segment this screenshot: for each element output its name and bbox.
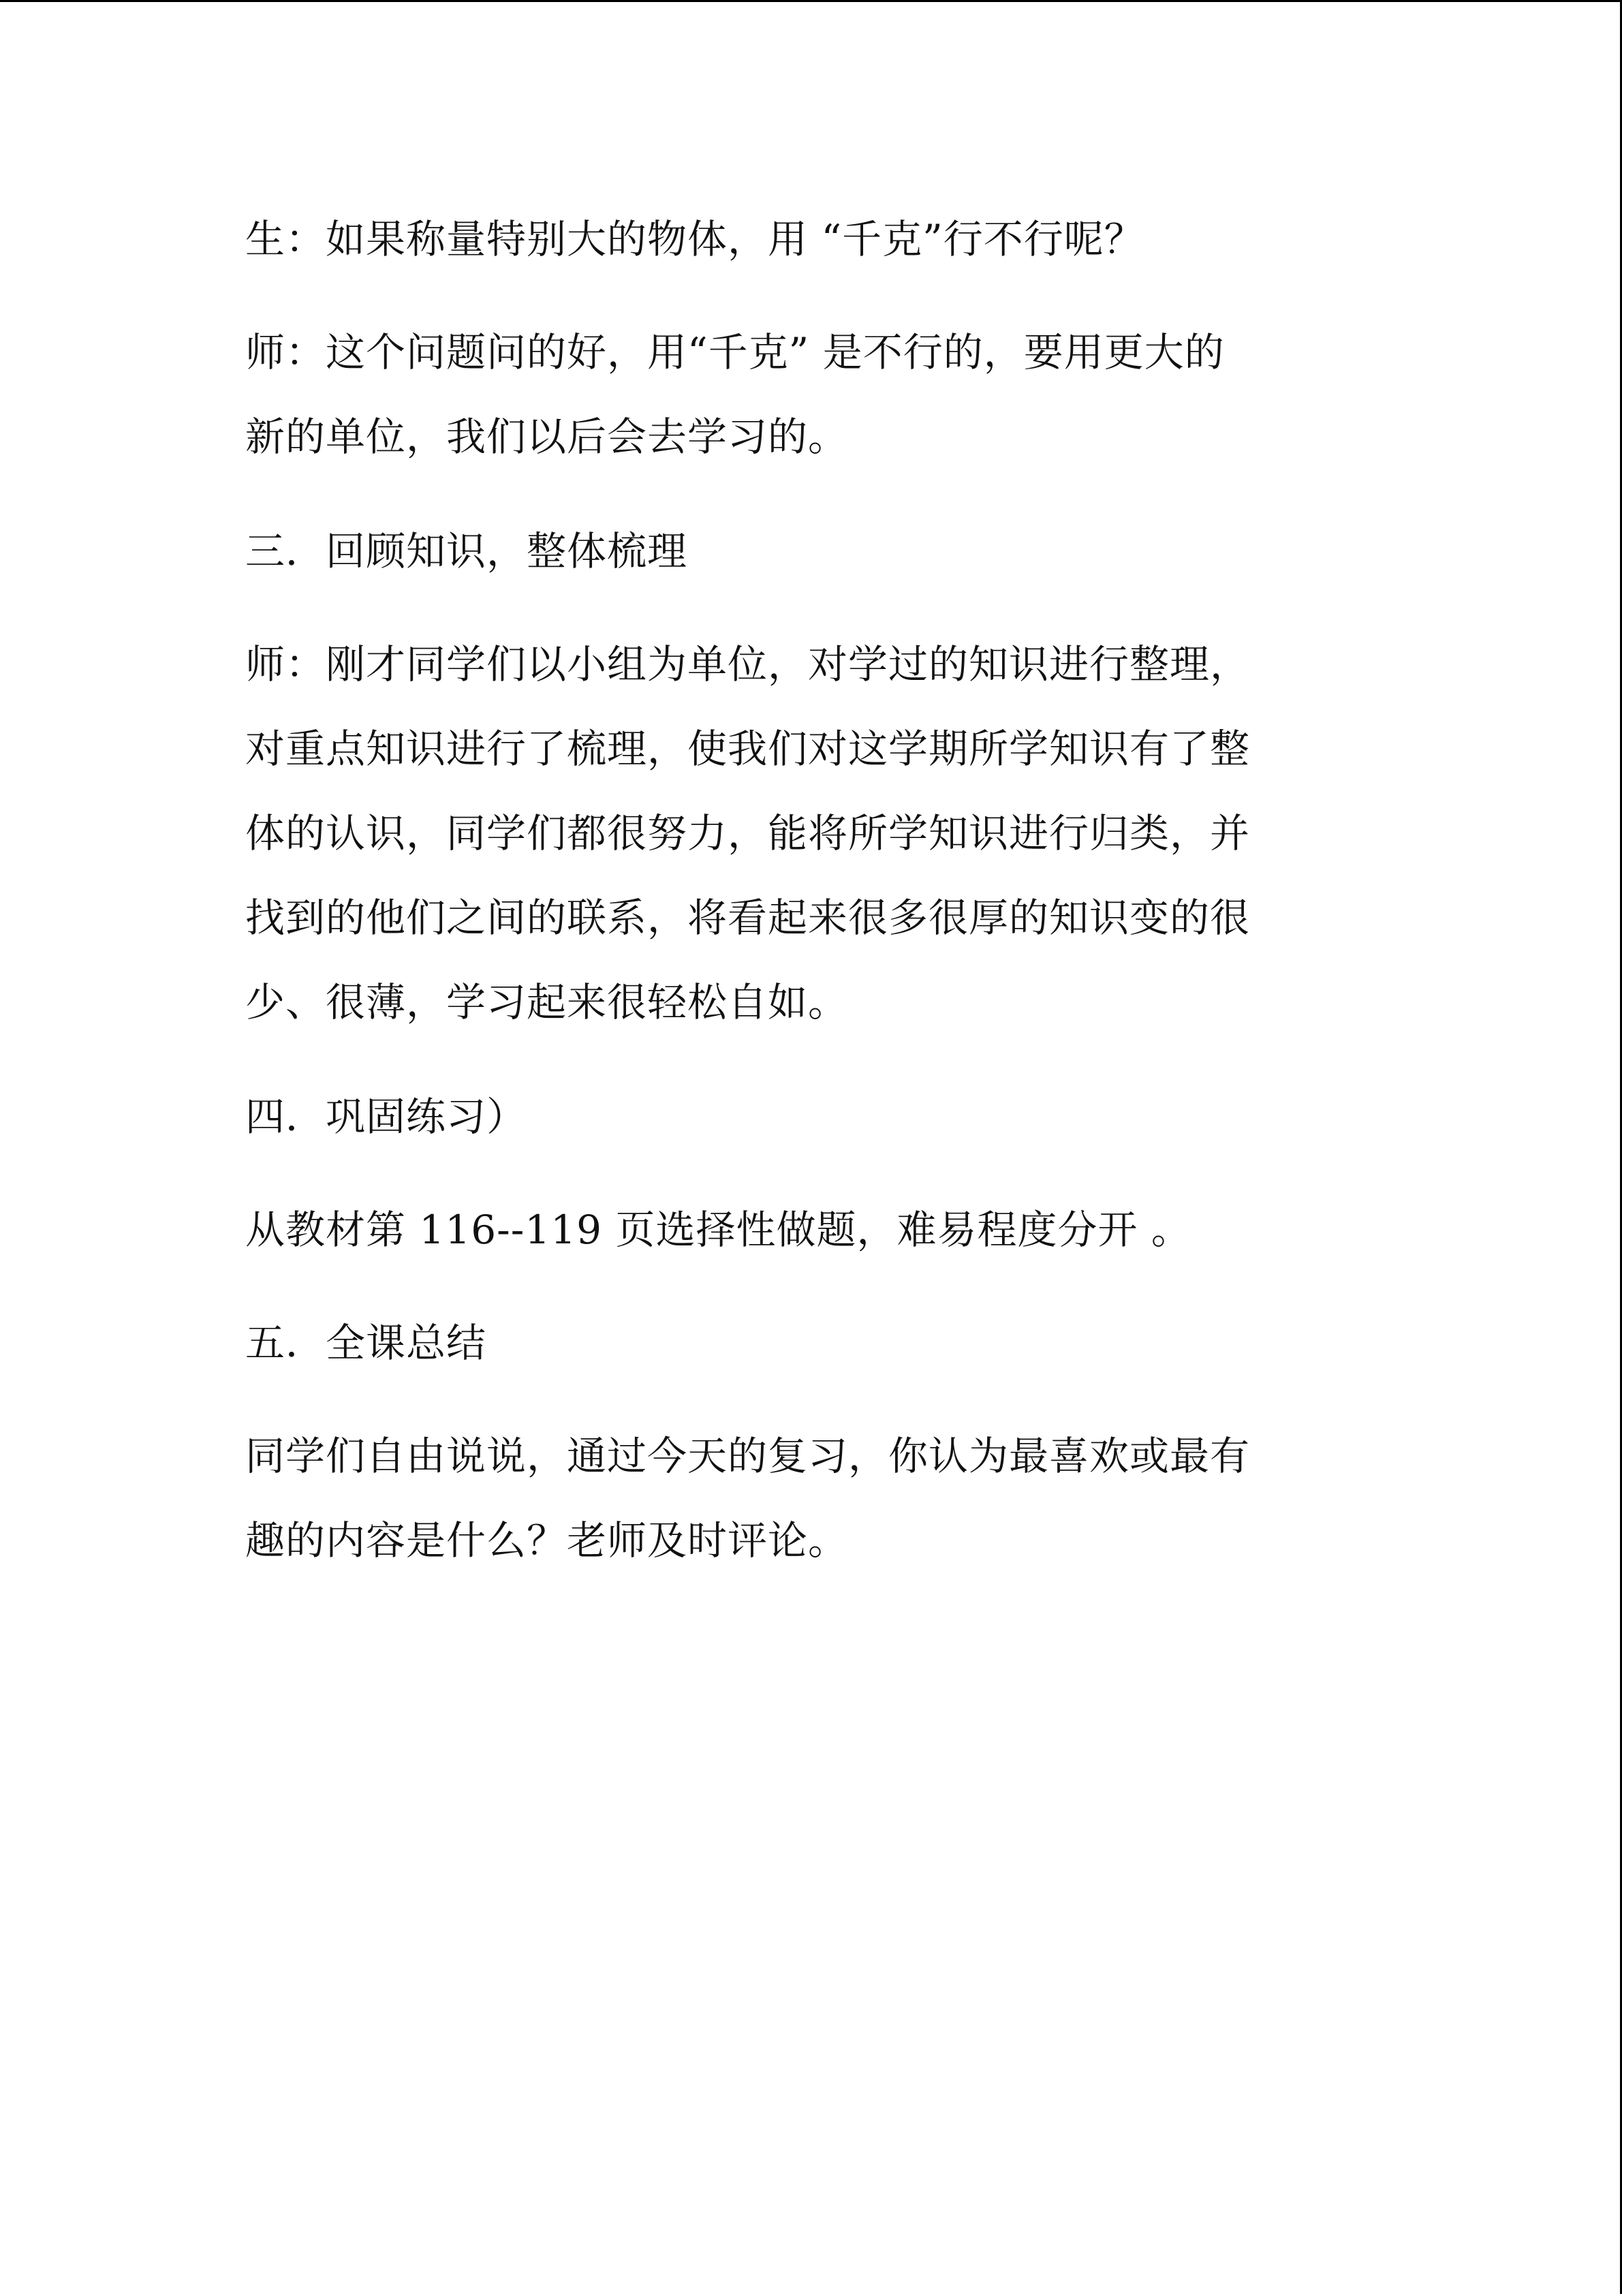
text-line: 从教材第 116--119 页选择性做题，难易程度分开 。 (245, 1207, 1191, 1253)
text-line: 找到的他们之间的联系，将看起来很多很厚的知识变的很 (245, 895, 1251, 941)
paragraph-exercises (245, 1188, 1403, 1272)
document-page (0, 2, 1622, 2296)
text-line: 少、很薄，学习起来很轻松自如。 (245, 979, 849, 1025)
section-heading-conclusion (245, 1301, 1403, 1385)
section-heading-practice (245, 1074, 1403, 1159)
section-heading-review (245, 509, 1403, 593)
text-line: 同学们自由说说，通过今天的复习，你认为最喜欢或最有 (245, 1433, 1251, 1479)
paragraph-student-discussion (245, 1414, 1403, 1583)
text-line: 三．回顾知识，整体梳理 (245, 528, 688, 574)
text-line: 体的认识，同学们都很努力，能将所学知识进行归类，并 (245, 810, 1251, 856)
text-line: 新的单位，我们以后会去学习的。 (245, 414, 849, 460)
text-line: 五．全课总结 (245, 1320, 487, 1366)
text-line: 师：刚才同学们以小组为单位，对学过的知识进行整理， (245, 641, 1251, 687)
paragraph-teacher-summary (245, 622, 1403, 1044)
text-line: 生：如果称量特别大的物体，用 “千克”行不行呢？ (245, 216, 1144, 262)
text-line: 四．巩固练习） (245, 1093, 527, 1140)
paragraph-student-question (245, 197, 1403, 281)
text-line: 对重点知识进行了梳理，使我们对这学期所学知识有了整 (245, 726, 1251, 772)
text-line: 趣的内容是什么？老师及时评论。 (245, 1517, 849, 1564)
paragraph-teacher-answer (245, 310, 1403, 479)
text-line: 师：这个问题问的好，用“千克” 是不行的，要用更大的 (245, 329, 1225, 375)
